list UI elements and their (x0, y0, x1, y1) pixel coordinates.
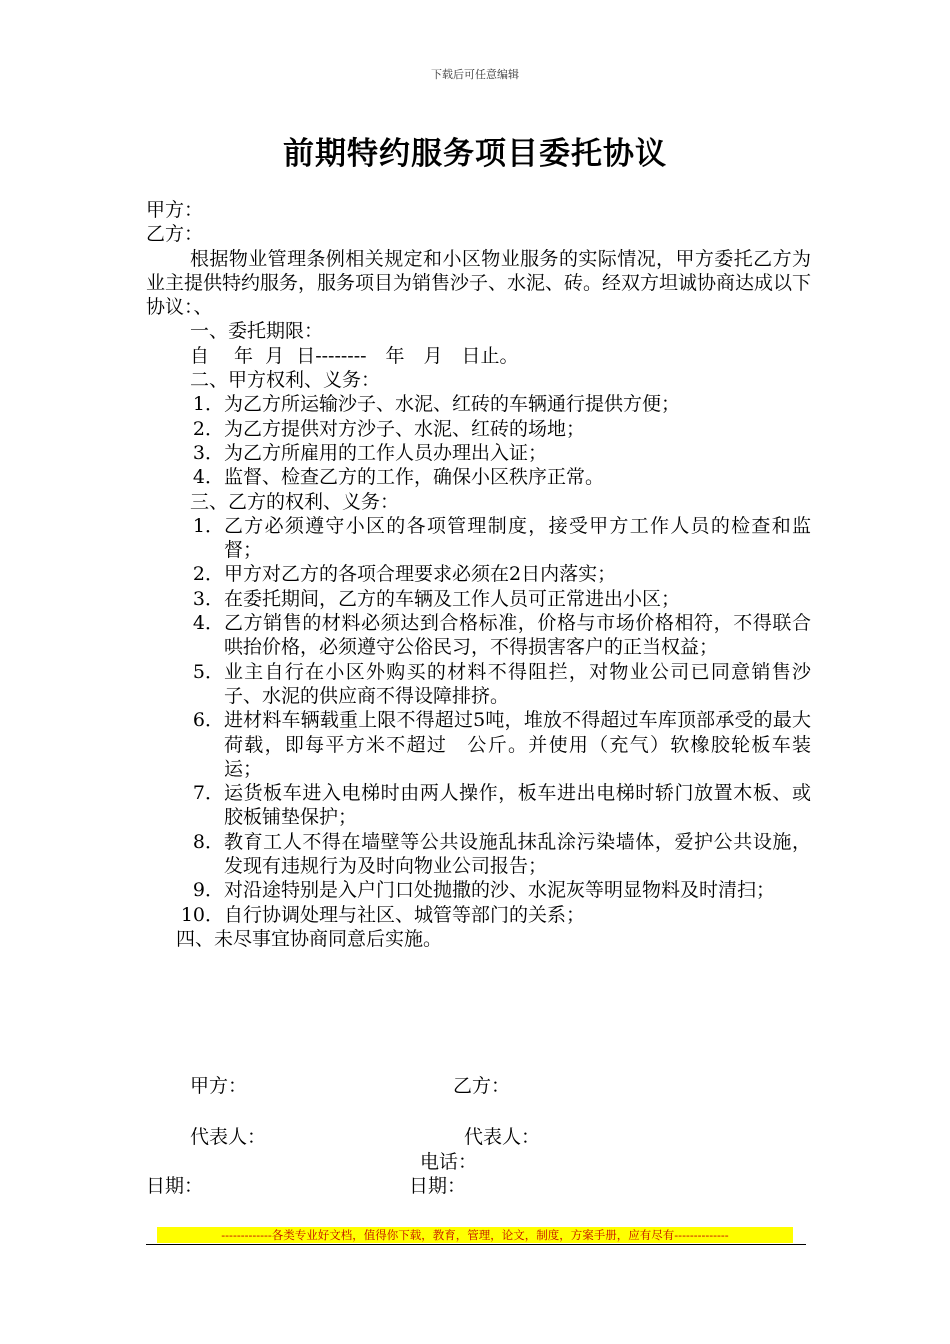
list-item (146, 587, 811, 611)
signature-party-b-label: 乙方： (453, 1075, 511, 1097)
signature-phone-label: 电话： (420, 1151, 478, 1173)
section-1-heading: 一、委托期限： (190, 320, 324, 343)
item-text: 自行协调处理与社区、城管等部门的关系； (224, 903, 586, 926)
footer-banner: -------------各类专业好文档，值得你下载，教育，管理，论文，制度，方案手册，应有尽有-------------- (157, 1227, 793, 1243)
section-1-period: 自 年 月 日-------- 年 月 日止。 (190, 344, 519, 367)
signature-date-a-label: 日期： (146, 1175, 204, 1197)
footer-divider (146, 1244, 806, 1245)
page-header-note: 下载后可任意编辑 (431, 68, 519, 81)
party-a-line: 甲方： (146, 199, 204, 221)
party-b-line: 乙方： (146, 223, 204, 246)
section-2-list (146, 392, 811, 489)
item-text: 教育工人不得在墙壁等公共设施乱抹乱涂污染墙体，爱护公共设施，发现有违规行为及时向物业公司报告； (224, 830, 811, 878)
agreement-body (146, 198, 811, 951)
item-number: 8． (192, 830, 224, 853)
list-item (146, 392, 811, 416)
signature-date-b-label: 日期： (409, 1175, 467, 1197)
document-title: 前期特约服务项目委托协议 (283, 136, 667, 172)
list-item (146, 903, 811, 927)
section-3-list (146, 514, 811, 927)
item-text: 乙方销售的材料必须达到合格标准，价格与市场价格相符，不得联合哄抬价格，必须遵守公俗民习，不得损害客户的正当权益； (224, 612, 811, 659)
list-item (146, 878, 811, 902)
item-text: 进材料车辆载重上限不得超过5吨，堆放不得超过车库顶部承受的最大荷载，即每平方米不超过 公斤。并使用（充气）软橡胶轮板车装运； (224, 709, 811, 780)
item-text: 业主自行在小区外购买的材料不得阻拦，对物业公司已同意销售沙子、水泥的供应商不得设障排挤。 (224, 660, 811, 707)
item-text: 为乙方所雇用的工作人员办理出入证； (224, 441, 548, 464)
item-text: 在委托期间，乙方的车辆及工作人员可正常进出小区； (224, 587, 681, 610)
item-text: 对沿途特别是入户门口处抛撒的沙、水泥灰等明显物料及时清扫； (224, 879, 776, 902)
signature-party-a-label: 甲方： (190, 1075, 248, 1097)
item-text: 监督、检查乙方的工作，确保小区秩序正常。 (224, 466, 605, 489)
item-number: 1． (192, 393, 224, 416)
list-item (146, 708, 811, 781)
item-number: 9． (192, 879, 224, 902)
item-number: 7． (192, 782, 224, 805)
item-number: 6． (192, 709, 224, 732)
item-number: 3． (192, 441, 224, 464)
item-text: 运货板车进入电梯时由两人操作，板车进出电梯时轿门放置木板、或胶板铺垫保护； (224, 782, 811, 829)
item-number: 2． (192, 563, 224, 586)
list-item (146, 562, 811, 586)
item-number: 4． (192, 466, 224, 489)
list-item (146, 611, 811, 660)
list-item (146, 465, 811, 489)
list-item (146, 781, 811, 830)
item-number: 5． (192, 660, 224, 683)
section-3-heading: 三、乙方的权利、义务： (190, 490, 400, 513)
list-item (146, 417, 811, 441)
list-item (146, 830, 811, 879)
item-text: 为乙方提供对方沙子、水泥、红砖的场地； (224, 417, 586, 440)
signature-rep-b-label: 代表人： (464, 1126, 541, 1148)
item-number: 10． (180, 903, 224, 926)
item-number: 1． (192, 514, 224, 537)
section-4-heading: 四、未尽事宜协商同意后实施。 (176, 927, 443, 950)
list-item (146, 441, 811, 465)
signature-rep-a-label: 代表人： (190, 1126, 267, 1148)
list-item (146, 514, 811, 563)
intro-paragraph: 根据物业管理条例相关规定和小区物业服务的实际情况，甲方委托乙方为业主提供特约服务，服务项目为销售沙子、水泥、砖。经双方坦诚协商达成以下协议：、 (146, 247, 812, 319)
item-text: 为乙方所运输沙子、水泥、红砖的车辆通行提供方便； (224, 393, 681, 416)
item-number: 3． (192, 587, 224, 610)
section-2-heading: 二、甲方权利、义务： (190, 369, 381, 392)
item-number: 4． (192, 612, 224, 635)
item-number: 2． (192, 417, 224, 440)
item-text: 甲方对乙方的各项合理要求必须在2日内落实； (224, 563, 617, 586)
list-item (146, 660, 811, 709)
item-text: 乙方必须遵守小区的各项管理制度，接受甲方工作人员的检查和监督； (224, 514, 811, 562)
